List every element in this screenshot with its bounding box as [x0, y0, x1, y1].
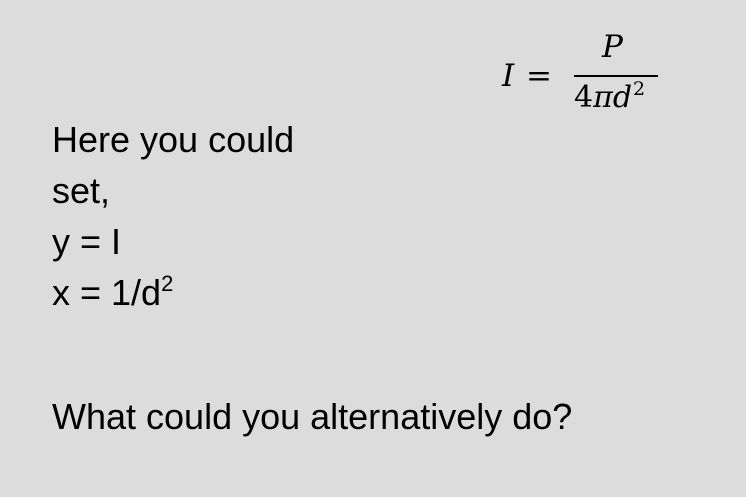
line-4-exponent: 2: [161, 271, 174, 296]
denominator-pi: π: [593, 80, 613, 115]
body-line-3: y = I: [52, 221, 122, 262]
formula-denominator: [574, 78, 645, 115]
body-line-1: Here you could: [52, 119, 295, 160]
formula-lhs: I: [502, 58, 515, 94]
formula-numerator: P: [602, 29, 623, 65]
intensity-formula: [498, 30, 668, 122]
body-line-2: set,: [52, 170, 111, 211]
formula-equals-sign: =: [526, 58, 552, 94]
question-text: What could you alternatively do?: [52, 396, 573, 437]
fraction-bar: [574, 75, 658, 77]
denominator-exponent: 2: [633, 78, 646, 100]
body-line-4: [52, 267, 173, 318]
line-4-base: x = 1/d: [52, 272, 162, 313]
denominator-variable: d: [612, 80, 633, 115]
denominator-coefficient: 4: [574, 80, 594, 115]
